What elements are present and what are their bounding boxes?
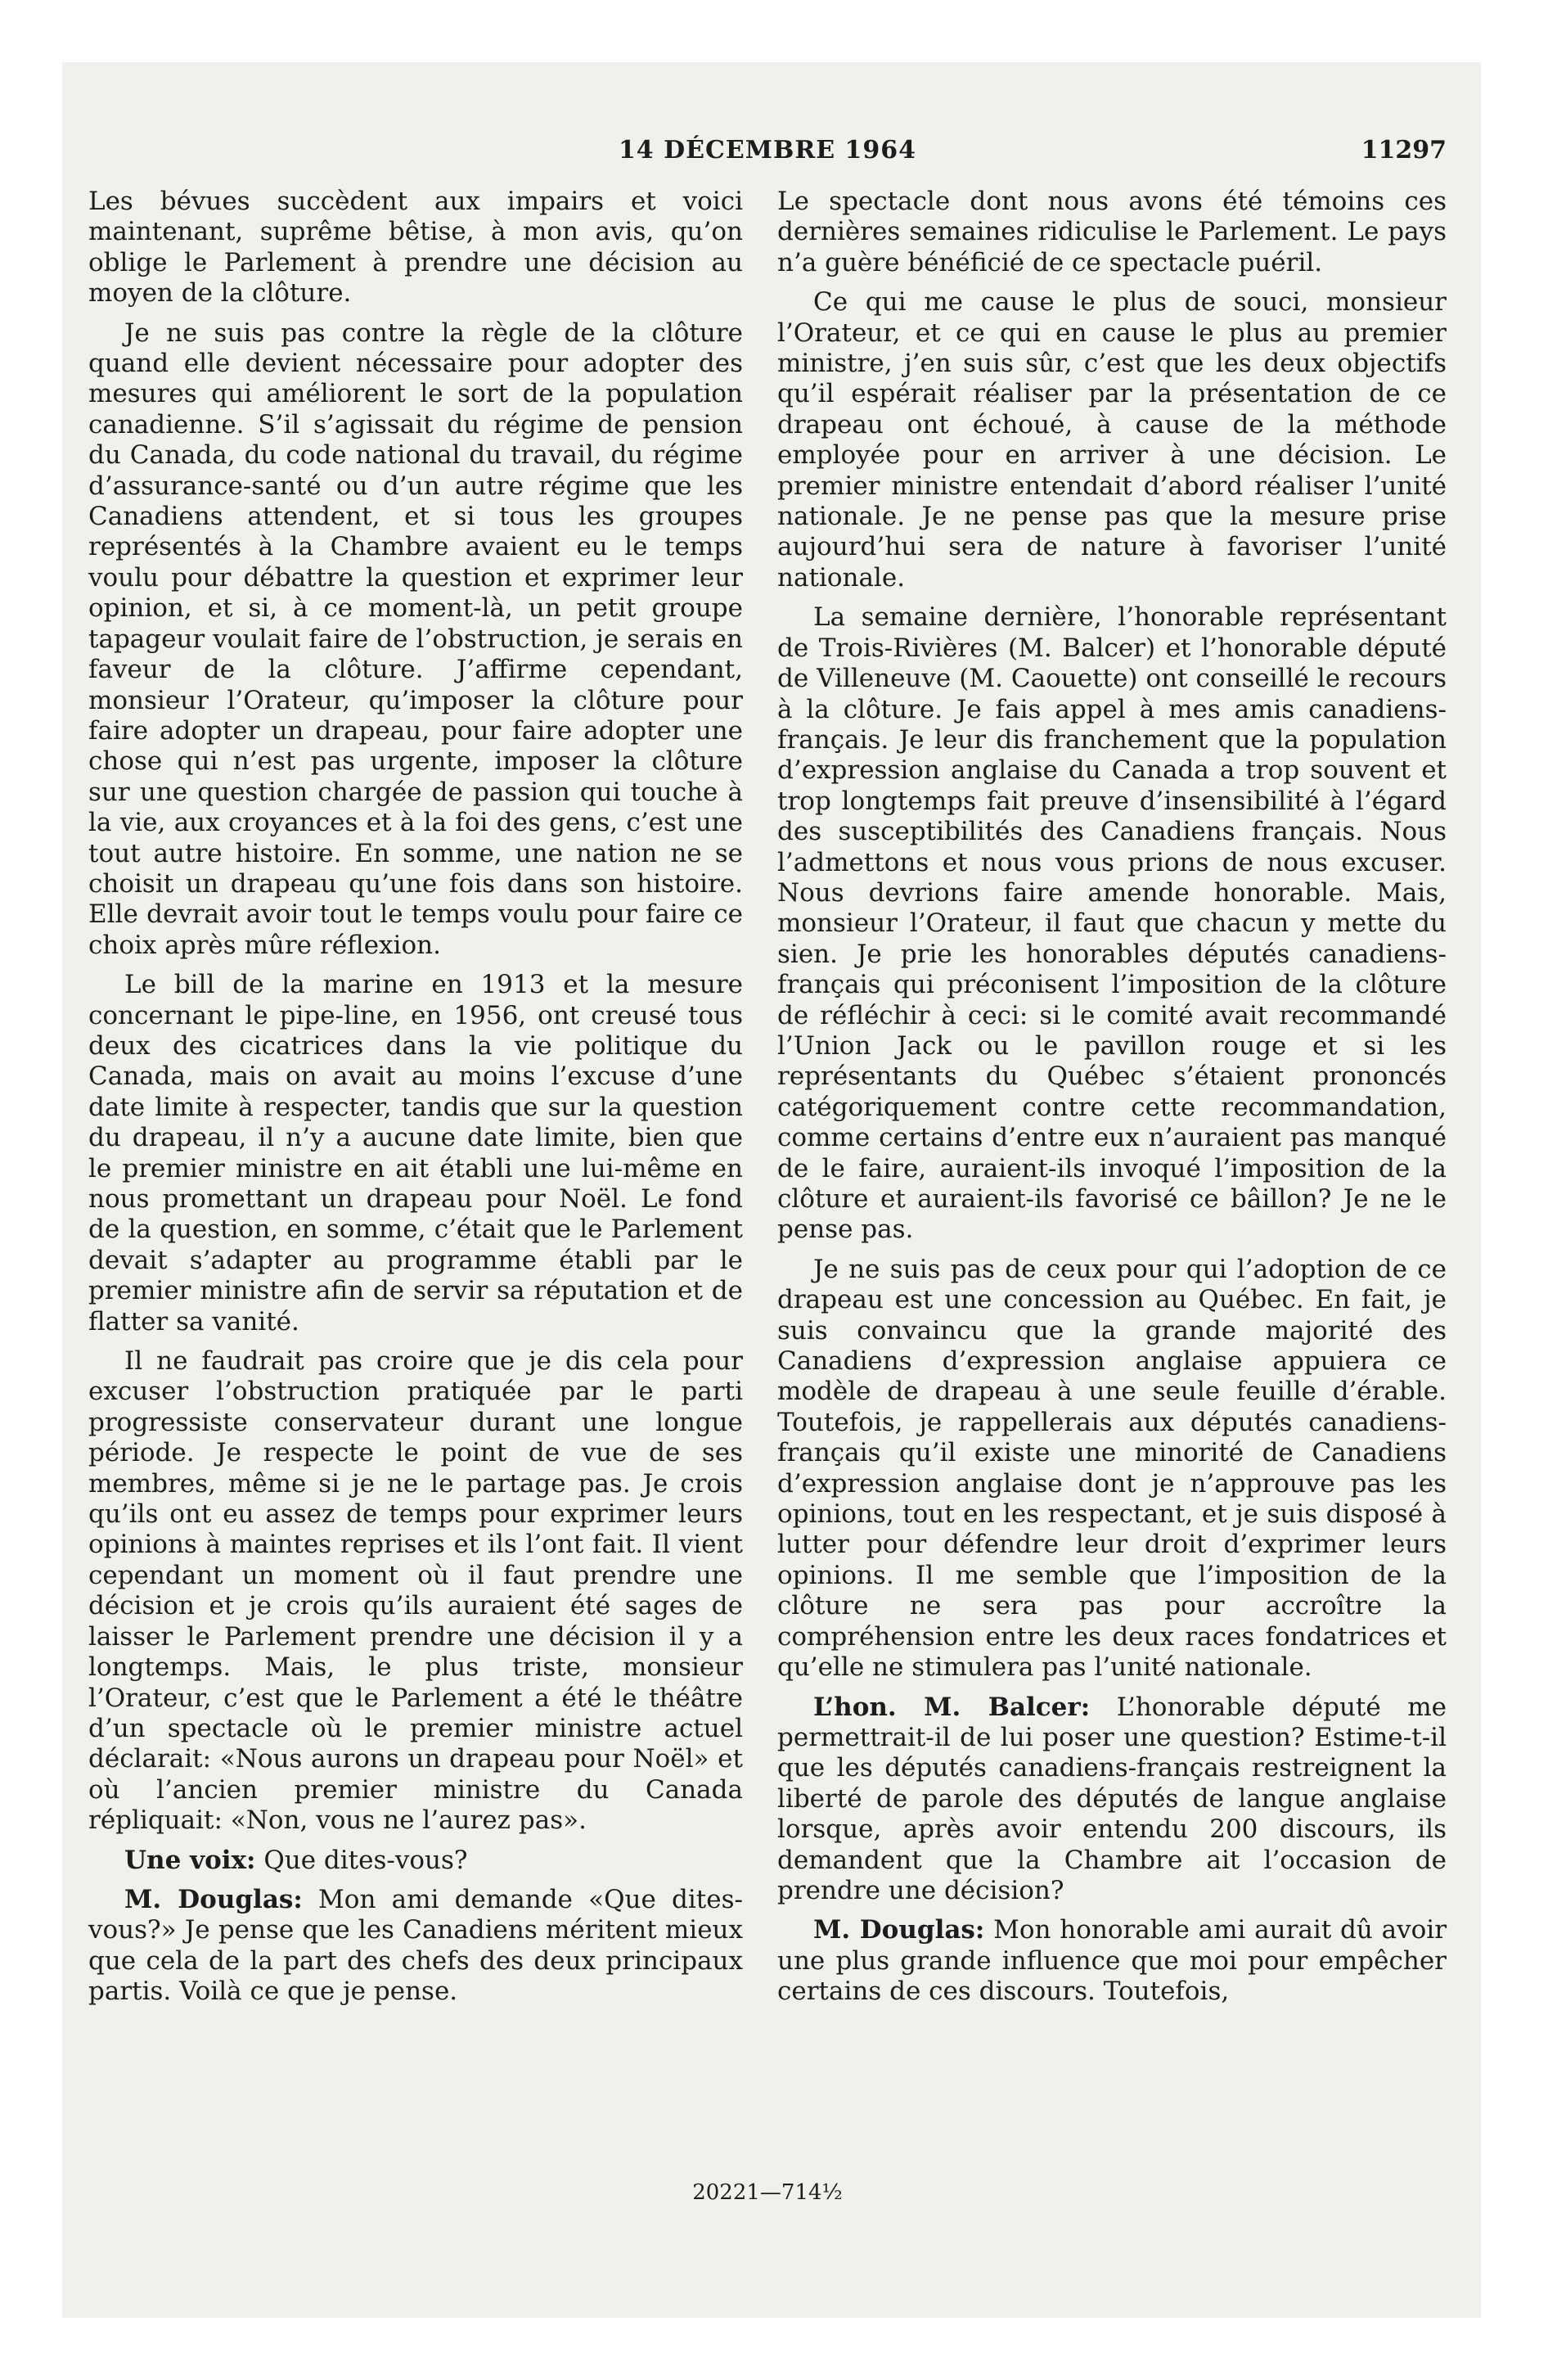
speech-text: Que dites-vous?: [263, 1845, 468, 1875]
page-footer-code: 20221—714½: [692, 2180, 843, 2205]
speech-text: L’honorable député me permettrait-il de lui poser une question? Estime-t-il que les députés canadiens-français restreignent la liberté de parole des députés de langue anglaise lorsque, après avoir entendu 200 discours, ils demandent que la Chambre ait l’occasion de prendre une décision?: [777, 1692, 1447, 1905]
speaker-name: M. Douglas:: [813, 1915, 985, 1945]
paragraph: Ce qui me cause le plus de souci, monsieur l’Orateur, et ce qui en cause le plus au premier ministre, j’en suis sûr, c’est que les deux objectifs qu’il espérait réaliser par la présentation de ce drapeau ont échoué, à cause de la méthode employée pour en arriver à une décision. Le premier ministre entendait d’abord réaliser l’unité nationale. Je ne pense pas que la mesure prise aujourd’hui sera de nature à favoriser l’unité nationale.: [777, 287, 1447, 593]
speech-paragraph: [88, 1885, 743, 2008]
right-column: [777, 187, 1447, 2175]
header-date: 14 DÉCEMBRE 1964: [618, 136, 917, 165]
page-header: [88, 128, 1447, 169]
speaker-name: M. Douglas:: [124, 1884, 303, 1914]
paragraph: Je ne suis pas contre la règle de la clôture quand elle devient nécessaire pour adopter des mesures qui améliorent le sort de la population canadienne. S’il s’agissait du régime de pension du Canada, du code national du travail, du régime d’assurance-santé ou d’un autre régime que les Canadiens attendent, et si tous les groupes représentés à la Chambre avaient eu le temps voulu pour débattre la question et exprimer leur opinion, et si, à ce moment-là, un petit groupe tapageur voulait faire de l’obstruction, je serais en faveur de la clôture. J’affirme cependant, monsieur l’Orateur, qu’imposer la clôture pour faire adopter un drapeau, pour faire adopter une chose qui n’est pas urgente, imposer la clôture sur une question chargée de passion qui touche à la vie, aux croyances et à la foi des gens, c’est une tout autre histoire. En somme, une nation ne se choisit un drapeau qu’une fois dans son histoire. Elle devrait avoir tout le temps voulu pour faire ce choix après mûre réflexion.: [88, 318, 743, 960]
speaker-name: Une voix:: [124, 1845, 256, 1875]
paragraph: Le bill de la marine en 1913 et la mesure concernant le pipe-line, en 1956, ont creusé tous deux des cicatrices dans la vie politique du Canada, mais on avait au moins l’excuse d’une date limite à respecter, tandis que sur la question du drapeau, il n’y a aucune date limite, bien que le premier ministre en ait établi une lui-même en nous promettant un drapeau pour Noël. Le fond de la question, en somme, c’était que le Parlement devait s’adapter au programme établi par le premier ministre afin de servir sa réputation et de flatter sa vanité.: [88, 970, 743, 1336]
speech-text: Mon ami demande «Que dites-vous?» Je pense que les Canadiens méritent mieux que cela de la part des chefs des deux principaux partis. Voilà ce que je pense.: [88, 1884, 743, 2007]
paragraph: Il ne faudrait pas croire que je dis cela pour excuser l’obstruction pratiquée par le parti progressiste conservateur durant une longue période. Je respecte le point de vue de ses membres, même si je ne le partage pas. Je crois qu’ils ont eu assez de temps pour exprimer leurs opinions à maintes reprises et ils l’ont fait. Il vient cependant un moment où il faut prendre une décision et je crois qu’ils auraient été sages de laisser le Parlement prendre une décision il y a longtemps. Mais, le plus triste, monsieur l’Orateur, c’est que le Parlement a été le théâtre d’un spectacle où le premier ministre actuel déclarait: «Nous aurons un drapeau pour Noël» et où l’ancien premier ministre du Canada répliquait: «Non, vous ne l’aurez pas».: [88, 1346, 743, 1836]
speech-paragraph: [88, 1846, 743, 1876]
paragraph: La semaine dernière, l’honorable représentant de Trois-Rivières (M. Balcer) et l’honorable député de Villeneuve (M. Caouette) ont conseillé le recours à la clôture. Je fais appel à mes amis canadiens-français. Je leur dis franchement que la population d’expression anglaise du Canada a trop souvent et trop longtemps fait preuve d’insensibilité à l’égard des susceptibilités des Canadiens français. Nous l’admettons et nous vous prions de nous excuser. Nous devrions faire amende honorable. Mais, monsieur l’Orateur, il faut que chacun y mette du sien. Je prie les honorables députés canadiens-français qui préconisent l’imposition de la clôture de réfléchir à ceci: si le comité avait recommandé l’Union Jack ou le pavillon rouge et si les représentants du Québec s’étaient prononcés catégoriquement contre cette recommandation, comme certains d’entre eux n’auraient pas manqué de le faire, auraient-ils invoqué l’imposition de la clôture et auraient-ils favorisé ce bâillon? Je ne le pense pas.: [777, 602, 1447, 1245]
paragraph: Je ne suis pas de ceux pour qui l’adoption de ce drapeau est une concession au Québec. En fait, je suis convaincu que la grande majorité des Canadiens d’expression anglaise appuiera ce modèle de drapeau à une seule feuille d’érable. Toutefois, je rappellerais aux députés canadiens-français qu’il existe une minorité de Canadiens d’expression anglaise dont je n’approuve pas les opinions, tout en les respectant, et je suis disposé à lutter pour défendre leur droit d’exprimer leurs opinions. Il me semble que l’imposition de la clôture ne sera pas pour accroître la compréhension entre les deux races fondatrices et qu’elle ne stimulera pas l’unité nationale.: [777, 1254, 1447, 1683]
page-number: 11297: [1361, 136, 1447, 165]
paragraph: Le spectacle dont nous avons été témoins ces dernières semaines ridiculise le Parlement. Le pays n’a guère bénéficié de ce spectacle puéril.: [777, 187, 1447, 277]
paragraph: Les bévues succèdent aux impairs et voici maintenant, suprême bêtise, à mon avis, qu’on oblige le Parlement à prendre une décision au moyen de la clôture.: [88, 187, 743, 309]
document-page: [88, 128, 1447, 2223]
speech-paragraph: [777, 1693, 1447, 1907]
speech-text: Mon honorable ami aurait dû avoir une plus grande influence que moi pour empêcher certains de ces discours. Toutefois,: [777, 1915, 1447, 2007]
speech-paragraph: [777, 1915, 1447, 2007]
left-column: [88, 187, 743, 2175]
speaker-name: L’hon. M. Balcer:: [813, 1692, 1091, 1722]
